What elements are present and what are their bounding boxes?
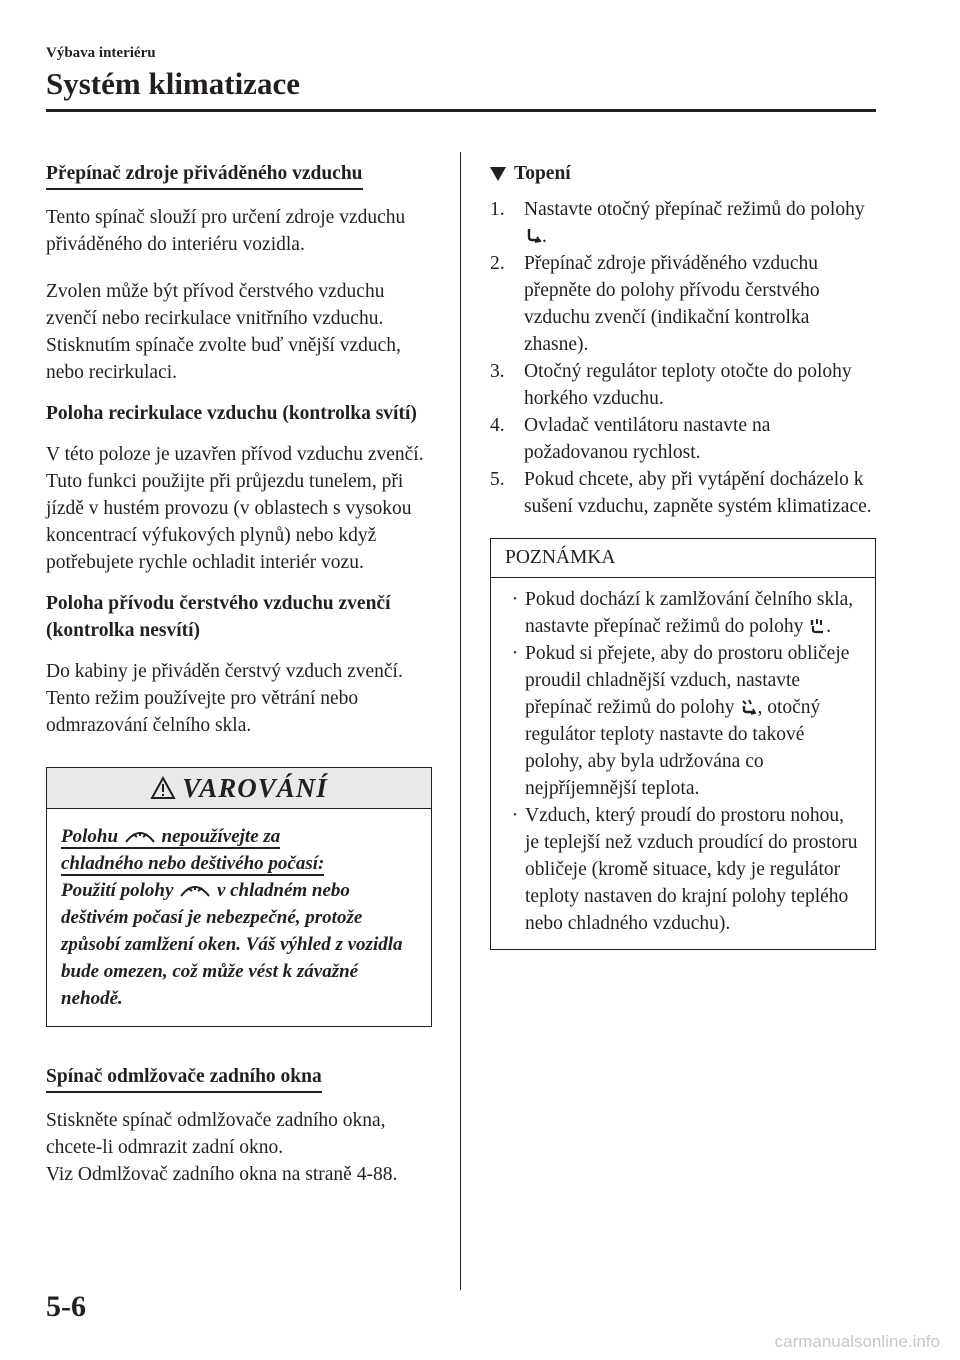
air-source-para2: Zvolen může být přívod čerstvého vzduchu zvenčí nebo recirkulace vnitřního vzduchu. Stisknutím spínače zvolte buď vnější vzduch, nebo recirkulaci. xyxy=(46,281,401,383)
rear-defogger-text1: Stiskněte spínač odmlžovače zadního okna, chcete-li odmrazit zadní okno. xyxy=(46,1110,386,1158)
windshield-face-mode-icon xyxy=(123,827,157,845)
warning-triangle-icon xyxy=(150,776,176,800)
section-label: Výbava interiéru xyxy=(46,45,156,61)
step-text: Otočný regulátor teploty otočte do polohy horkého vzduchu. xyxy=(524,361,852,409)
warning-line3-b: v chladném nebo xyxy=(216,880,350,901)
step-text: Přepínač zdroje přiváděného vzduchu přepněte do polohy přívodu čerstvého vzduchu zvenčí (indikační kontrolka zhasne). xyxy=(524,253,820,355)
warning-box xyxy=(46,767,432,1027)
note-item1-a: Pokud dochází k zamlžování čelního skla, nastavte přepínač režimů do polohy xyxy=(525,589,854,637)
bullet-dot-icon: · xyxy=(511,589,519,610)
step-text: Ovladač ventilátoru nastavte na požadovanou rychlost. xyxy=(524,415,771,463)
air-source-heading: Přepínač zdroje přiváděného vzduchu xyxy=(46,162,363,190)
step-item xyxy=(490,412,876,466)
face-foot-mode-icon xyxy=(808,617,826,635)
warning-title-bar xyxy=(47,768,431,809)
note-item xyxy=(505,586,861,640)
note-box xyxy=(490,538,876,950)
note-item-text xyxy=(525,586,861,640)
warning-line2: chladného nebo deštivého počasí: xyxy=(61,853,325,874)
foot-mode-icon xyxy=(524,227,542,245)
note-item1-b: . xyxy=(826,616,832,637)
step1-text-b: . xyxy=(542,226,547,247)
fresh-text: Do kabiny je přiváděn čerstvý vzduch zvenčí. Tento režim používejte pro větrání nebo odmrazování čelního skla. xyxy=(46,661,403,736)
recirc-heading: Poloha recirkulace vzduchu (kontrolka svítí) xyxy=(46,403,417,424)
note-item xyxy=(505,640,861,802)
step-item xyxy=(490,358,876,412)
right-column xyxy=(490,162,876,950)
air-source-para1: Tento spínač slouží pro určení zdroje vzduchu přiváděného do interiéru vozidla. xyxy=(46,207,406,255)
note-body xyxy=(491,578,875,949)
page-title: Systém klimatizace xyxy=(46,66,300,101)
bullet-dot-icon: · xyxy=(511,643,519,664)
step-number: 5. xyxy=(490,469,505,490)
step-text xyxy=(524,196,876,250)
note-item xyxy=(505,802,861,937)
heating-heading-text: Topení xyxy=(514,163,571,184)
page-header xyxy=(46,44,876,104)
heating-heading xyxy=(490,162,876,186)
note-item-text: Vzduch, který proudí do prostoru nohou, je teplejší než vzduch proudící do prostoru obličeje (kromě situace, kdy je regulátor teploty nastaven do krajní polohy teplého nebo chladného vzduchu). xyxy=(525,805,858,934)
rear-defogger-heading: Spínač odmlžovače zadního okna xyxy=(46,1065,322,1093)
step-number: 3. xyxy=(490,361,505,382)
warning-line1-a: Polohu xyxy=(61,826,119,847)
warning-line1-b: nepoužívejte za xyxy=(161,826,281,847)
watermark: carmanualsonline.info xyxy=(774,1332,940,1351)
note-item2-b: , otočný regulátor teploty nastavte do takové polohy, aby byla udržována co nejpříjemnější teplota. xyxy=(525,697,821,799)
windshield-face-mode-icon xyxy=(178,881,212,899)
column-divider xyxy=(460,152,461,1290)
step-item xyxy=(490,196,876,250)
rear-defogger-text2: Viz Odmlžovač zadního okna na straně 4-88. xyxy=(46,1164,398,1185)
triangle-bullet-icon xyxy=(490,167,506,181)
page-number: 5-6 xyxy=(46,1290,86,1323)
warning-title: VAROVÁNÍ xyxy=(182,772,328,803)
step-item xyxy=(490,466,876,520)
warning-rest: deštivém počasí je nebezpečné, protože způsobí zamlžení oken. Váš výhled z vozidla bude omezen, což může vést k závažné nehodě. xyxy=(61,907,403,1009)
left-column xyxy=(46,162,432,1188)
note-title: POZNÁMKA xyxy=(491,539,875,578)
step-text: Pokud chcete, aby při vytápění docházelo k sušení vzduchu, zapněte systém klimatizace. xyxy=(524,469,872,517)
fresh-heading: Poloha přívodu čerstvého vzduchu zvenčí (kontrolka nesvítí) xyxy=(46,593,391,641)
step-number: 4. xyxy=(490,415,505,436)
heating-steps xyxy=(490,196,876,520)
recirc-text: V této poloze je uzavřen přívod vzduchu zvenčí. Tuto funkci použijte při průjezdu tunelem, při jízdě v hustém provozu (v oblastech s vysokou koncentrací výfukových plynů) nebo když potřebujete rychle ochladit interiér vozu. xyxy=(46,444,424,573)
header-rule xyxy=(46,109,876,112)
bi-level-mode-icon xyxy=(739,698,757,716)
step-item xyxy=(490,250,876,358)
note-item-text xyxy=(525,640,861,802)
step1-text-a: Nastavte otočný přepínač režimů do polohy xyxy=(524,199,865,220)
bullet-dot-icon: · xyxy=(511,805,519,826)
note-item2-a: Pokud si přejete, aby do prostoru obličeje proudil chladnější vzduch, nastavte přepínač režimů do polohy xyxy=(525,643,850,718)
warning-body xyxy=(47,809,431,1026)
step-number: 1. xyxy=(490,199,505,220)
warning-line3-a: Použití polohy xyxy=(61,880,174,901)
step-number: 2. xyxy=(490,253,505,274)
